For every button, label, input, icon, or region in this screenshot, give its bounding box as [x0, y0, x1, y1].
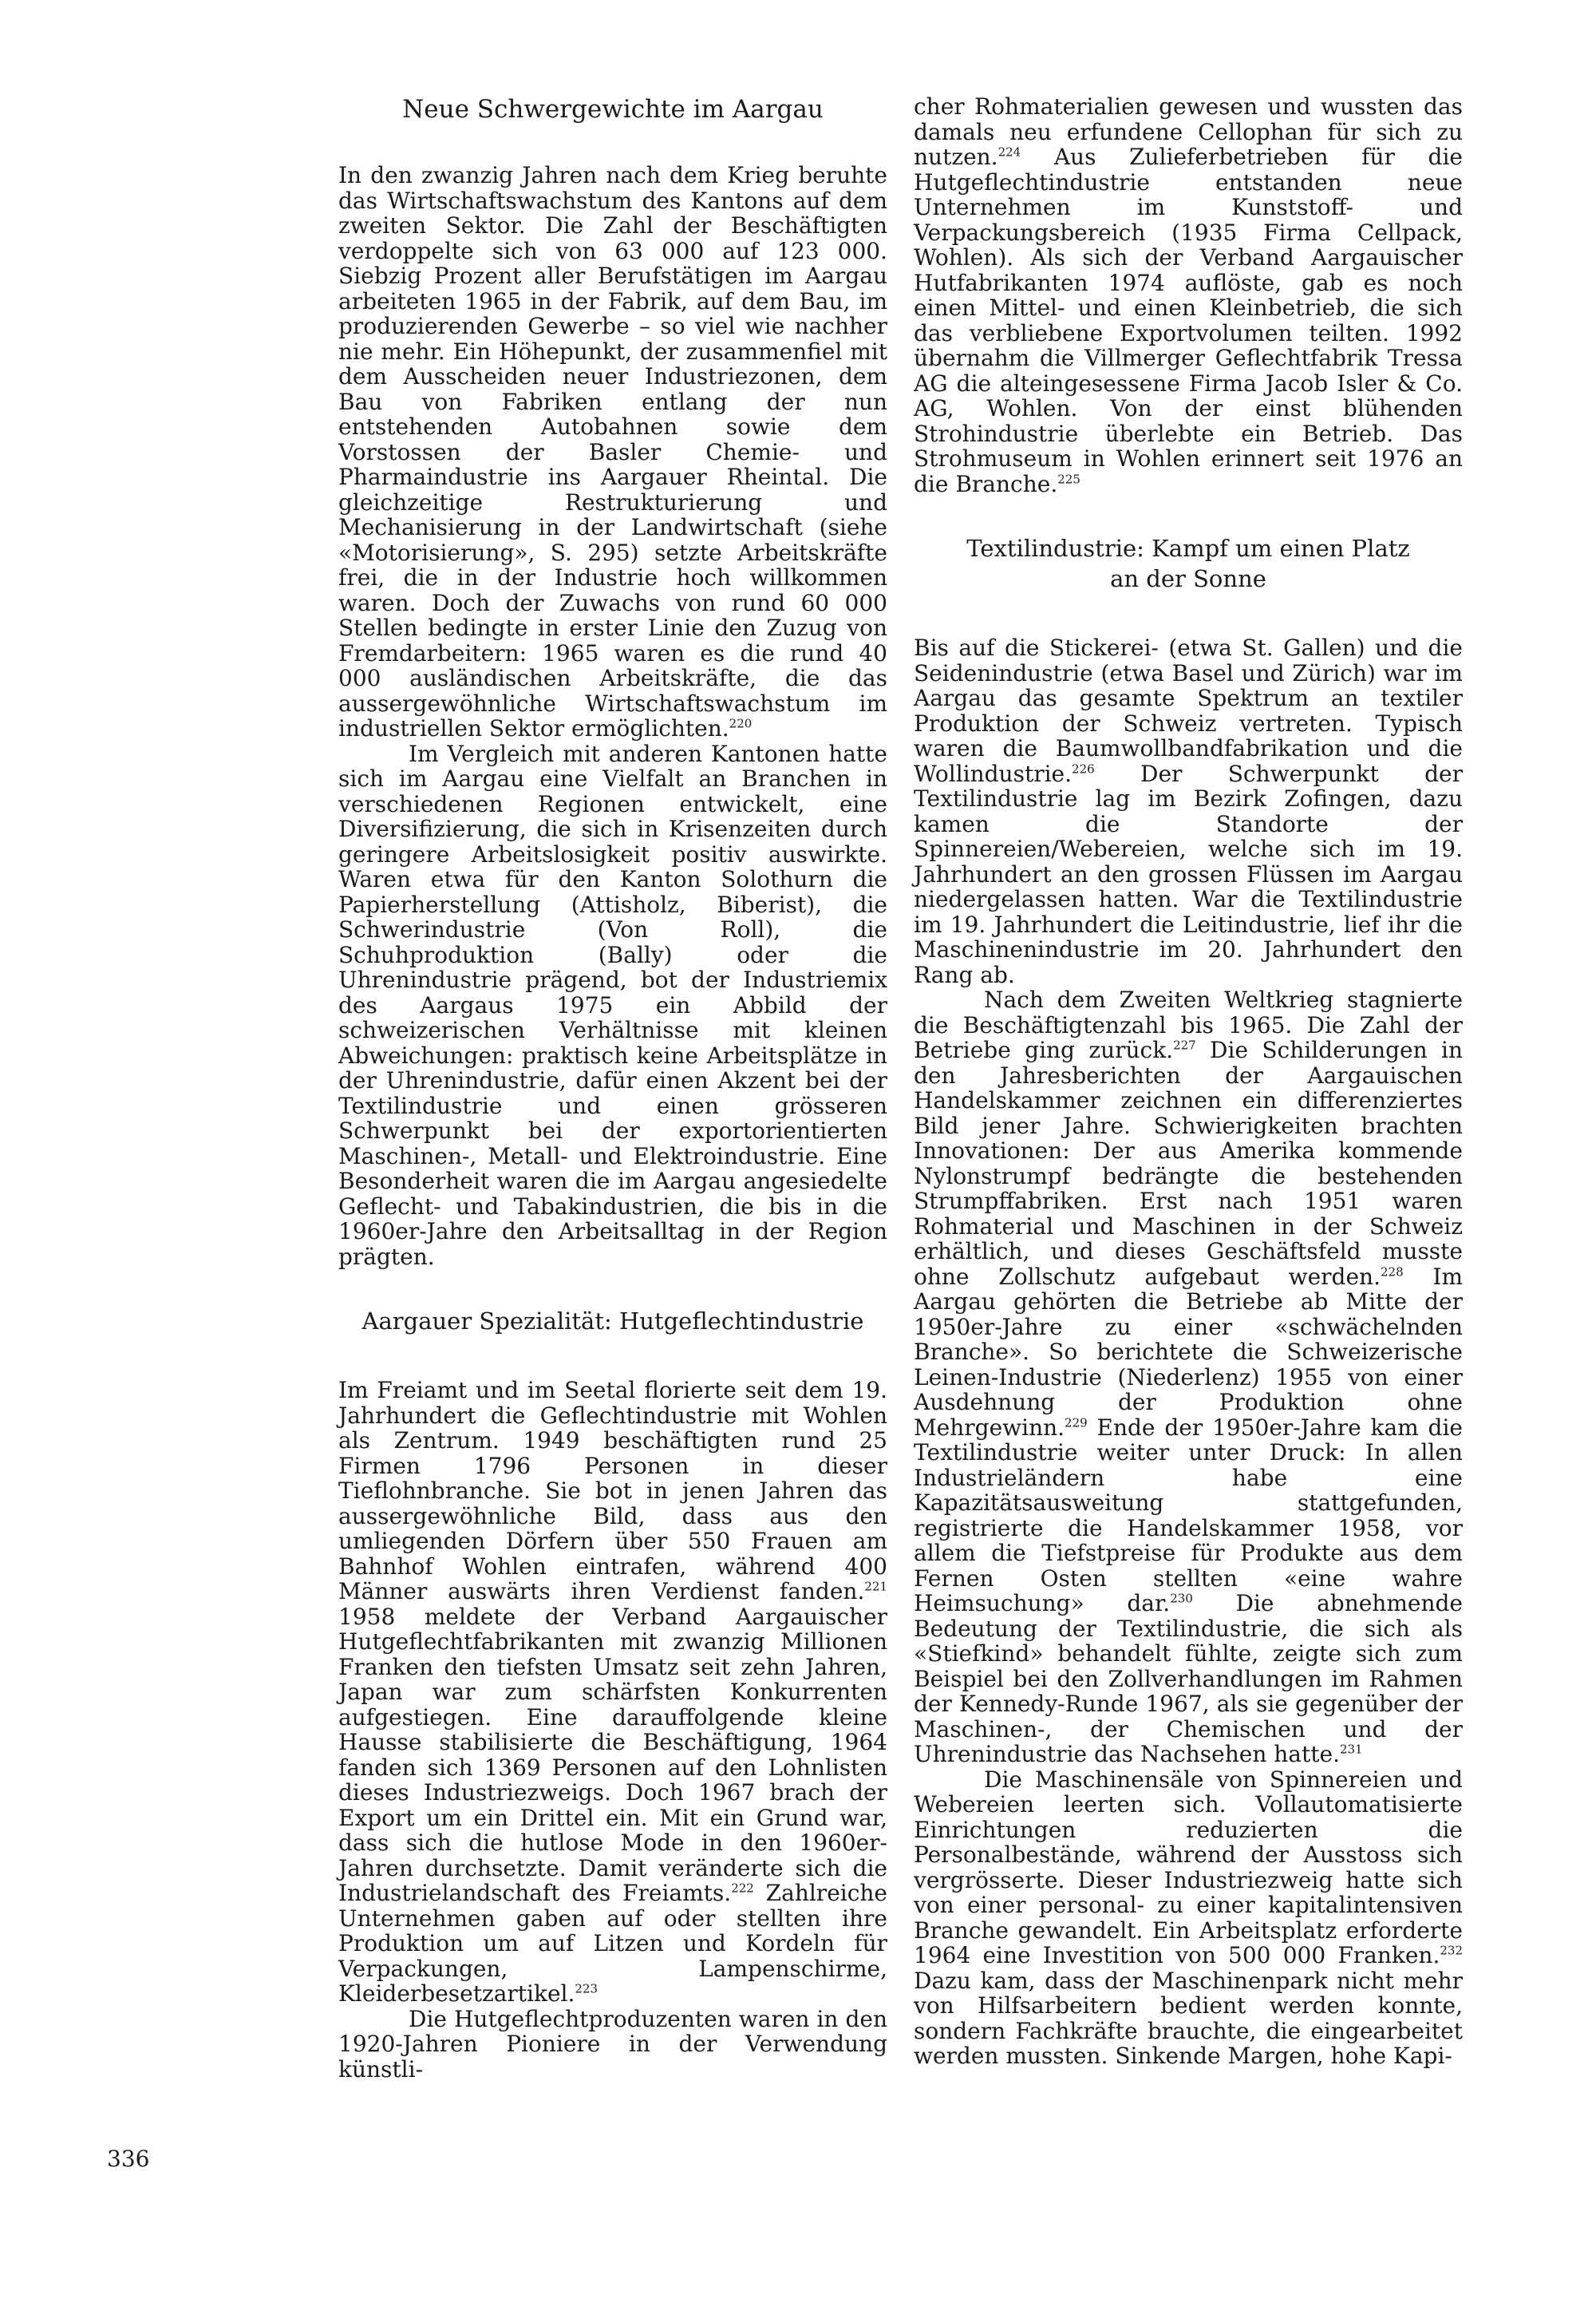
footnote-ref: 222	[731, 1881, 754, 1896]
paragraph	[914, 987, 1463, 1767]
right-column	[914, 94, 1463, 2069]
footnote-ref: 225	[1057, 472, 1080, 487]
paragraph-text: Dazu kam, dass der Maschinenpark nicht mehr von Hilfsarbeitern bedient werden konnte, sondern Fachkräfte brauchte, die eingearbeitet werden mussten. Sinkende Margen, hohe Kapi-	[914, 1967, 1463, 2069]
subheading-line: an der Sonne	[1110, 565, 1266, 592]
paragraph-text: Die Schilderungen in den Jahresberichten der Aargauischen Handelskammer zeichnen ein differenziertes Bild jener Jahre. Schwierigkeiten brachten Innovationen: Der aus Amerika kommende Nylonstrumpf bedrängte die bestehenden Strumpffabriken. Erst nach 1951 waren Rohmaterial und Maschinen in der Schweiz erhältlich, und dieses Geschäftsfeld musste ohne Zollschutz aufgebaut werden.	[914, 1037, 1463, 1290]
paragraph	[338, 163, 887, 742]
page-number: 336	[107, 2146, 150, 2172]
left-column	[338, 94, 887, 2082]
section-title: Neue Schwergewichte im Aargau	[402, 95, 824, 124]
footnote-ref: 230	[1170, 1591, 1193, 1606]
footnote-ref: 227	[1173, 1038, 1196, 1053]
footnote-ref: 231	[1339, 1742, 1363, 1757]
footnote-ref: 226	[1072, 761, 1095, 777]
paragraph: Die Hutgeflechtproduzenten waren in den 1920-Jahren Pioniere in der Verwendung künstli-	[338, 2005, 887, 2083]
subheading: Aargauer Spezialität: Hutgeflechtindustrie	[361, 1307, 864, 1335]
paragraph-text: Bis auf die Stickerei- (etwa St. Gallen) und die Seidenindustrie (etwa Basel und Zürich) war im Aargau das gesamte Spektrum an textiler Produktion der Schweiz vertreten. Typisch waren die Baumwollbandfabrikation und die Wollindustrie.	[914, 635, 1463, 787]
paragraph	[914, 94, 1463, 496]
footnote-ref: 229	[1065, 1415, 1088, 1430]
paragraph-text: Der Schwerpunkt der Textilindustrie lag im Bezirk Zofingen, dazu kamen die Standorte der Spinnereien/Webereien, welche sich im 19. Jahrhundert an den grossen Flüssen im Aargau niedergelassen hatten. War die Textilindustrie im 19. Jahrhundert die Leitindustrie, lief ihr die Maschinenindustrie im 20. Jahrhundert den Rang ab.	[914, 760, 1463, 988]
paragraph-text: Im Aargau gehörten die Betriebe ab Mitte der 1950er-Jahre zu einer «schwächelnden Branche». So berichtete die Schweizerische Leinen-Industrie (Niederlenz) 1955 von einer Ausdehnung der Produktion ohne Mehrgewinn.	[914, 1263, 1464, 1441]
paragraph-text: In den zwanzig Jahren nach dem Krieg beruhte das Wirtschaftswachstum des Kantons auf dem zweiten Sektor. Die Zahl der Beschäftigten verdoppelte sich von 63 000 auf 123 000. Siebzig Prozent aller Berufstätigen im Aargau arbeiteten 1965 in der Fabrik, auf dem Bau, im produzierenden Gewerbe – so viel wie nachher nie mehr. Ein Höhepunkt, der zusammenfiel mit dem Ausscheiden neuer Industriezonen, dem Bau von Fabriken entlang der nun entstehenden Autobahnen sowie dem Vorstossen der Basler Chemie- und Pharmaindustrie ins Aargauer Rheintal. Die gleichzeitige Restrukturierung und Mechanisierung in der Landwirtschaft (siehe «Motorisierung», S. 295) setzte Arbeitskräfte frei, die in der Industrie hoch willkommen waren. Doch der Zuwachs von rund 60 000 Stellen bedingte in erster Linie den Zuzug von Fremdarbeitern: 1965 waren es die rund 40 000 ausländischen Arbeitskräfte, die das aussergewöhnliche Wirtschaftswachstum im industriellen Sektor ermöglichten.	[338, 162, 887, 742]
paragraph	[914, 1767, 1463, 2069]
paragraph-text: Im Freiamt und im Seetal florierte seit dem 19. Jahrhundert die Geflechtindustrie mit Wohlen als Zentrum. 1949 beschäftigten rund 25 Firmen 1796 Personen in dieser Tieflohnbranche. Sie bot in jenen Jahren das aussergewöhnliche Bild, dass aus den umliegenden Dörfern über 550 Frauen am Bahnhof Wohlen eintrafen, während 400 Männer auswärts ihren Verdienst fanden.	[338, 1377, 887, 1604]
paragraph: Im Vergleich mit anderen Kantonen hatte sich im Aargau eine Vielfalt an Branchen in verschiedenen Regionen entwickelt, eine Diversifizierung, die sich in Krisenzeiten durch geringere Arbeitslosigkeit positiv auswirkte. Waren etwa für den Kanton Solothurn die Papierherstellung (Attisholz, Biberist), die Schwerindustrie (Von Roll), die Schuhproduktion (Bally) oder die Uhrenindustrie prägend, bot der Industriemix des Aargaus 1975 ein Abbild der schweizerischen Verhältnisse mit kleinen Abweichungen: praktisch keine Arbeitsplätze in der Uhrenindustrie, dafür einen Akzent bei der Textilindustrie und einen grösseren Schwerpunkt bei der exportorientierten Maschinen-, Metall- und Elektroindustrie. Eine Besonderheit waren die im Aargau angesiedelte Geflecht- und Tabakindustrien, die bis in die 1960er-Jahre den Arbeitsalltag in der Region prägten.	[338, 740, 887, 1270]
paragraph-text: cher Rohmaterialien gewesen und wussten das damals neu erfundene Cellophan für sich zu nutzen.	[914, 93, 1463, 170]
footnote-ref: 223	[575, 1981, 598, 1996]
paragraph-text: Die Maschinensäle von Spinnereien und Webereien leerten sich. Vollautomatisierte Einrichtungen reduzierten die Personalbestände, während der Ausstoss sich vergrösserte. Dieser Industriezweig hatte sich von einer personal- zu einer kapitalintensiven Branche gewandelt. Ein Arbeitsplatz erforderte 1964 eine Investition von 500 000 Franken.	[914, 1766, 1463, 1968]
paragraph	[914, 635, 1463, 987]
subheading-line: Textilindustrie: Kampf um einen Platz	[966, 535, 1410, 562]
paragraph-text: Zahlreiche Unternehmen gaben auf oder stellten ihre Produktion um auf Litzen und Kordeln für Verpackungen, Lampenschirme, Kleiderbesetzartikel.	[338, 1880, 887, 2007]
paragraph-text: Die abnehmende Bedeutung der Textilindustrie, die sich als «Stiefkind» behandelt fühlte, zeigte sich zum Beispiel bei den Zollverhandlungen im Rahmen der Kennedy-Runde 1967, als sie gegenüber der Maschinen-, der Chemischen und der Uhrenindustrie das Nachsehen hatte.	[914, 1590, 1463, 1767]
footnote-ref: 232	[1440, 1943, 1463, 1958]
paragraph	[338, 1378, 887, 2007]
footnote-ref: 221	[864, 1579, 887, 1594]
paragraph-text: 1958 meldete der Verband Aargauischer Hutgeflechtfabrikanten mit zwanzig Millionen Franken den tiefsten Umsatz seit zehn Jahren, Japan war zum schärfsten Konkurrenten aufgestiegen. Eine darauffolgende kleine Hausse stabilisierte die Beschäftigung, 1964 fanden sich 1369 Personen auf den Lohnlisten dieses Industriezweigs. Doch 1967 brach der Export um ein Drittel ein. Mit ein Grund war, dass sich die hutlose Mode in den 1960er-Jahren durchsetzte. Damit veränderte sich die Industrielandschaft des Freiamts.	[338, 1603, 887, 1906]
footnote-ref: 220	[729, 716, 753, 731]
paragraph-text: Ende der 1950er-Jahre kam die Textilindustrie weiter unter Druck: In allen Industrieländern habe eine Kapazitätsausweitung stattgefunden, registrierte die Handelskammer 1958, vor allem die Tiefstpreise für Produkte aus dem Fernen Osten stellten «eine wahre Heimsuchung» dar.	[914, 1414, 1463, 1616]
footnote-ref: 228	[1380, 1264, 1404, 1280]
paragraph-text: Nach dem Zweiten Weltkrieg stagnierte die Beschäftigtenzahl bis 1965. Die Zahl der Betriebe ging zurück.	[914, 987, 1463, 1063]
subheading	[914, 533, 1463, 594]
footnote-ref: 224	[998, 144, 1021, 160]
paragraph-text: Aus Zulieferbetrieben für die Hutgeflechtindustrie entstanden neue Unternehmen im Kunststoff- und Verpackungsbereich (1935 Firma Cellpack, Wohlen). Als sich der Verband Aargauischer Hutfabrikanten 1974 auflöste, gab es noch einen Mittel- und einen Kleinbetrieb, die sich das verbliebene Exportvolumen teilten. 1992 übernahm die Villmerger Geflechtfabrik Tressa AG die alteingesessene Firma Jacob Isler & Co. AG, Wohlen. Von der einst blühenden Strohindustrie überlebte ein Betrieb. Das Strohmuseum in Wohlen erinnert seit 1976 an die Branche.	[914, 144, 1463, 497]
